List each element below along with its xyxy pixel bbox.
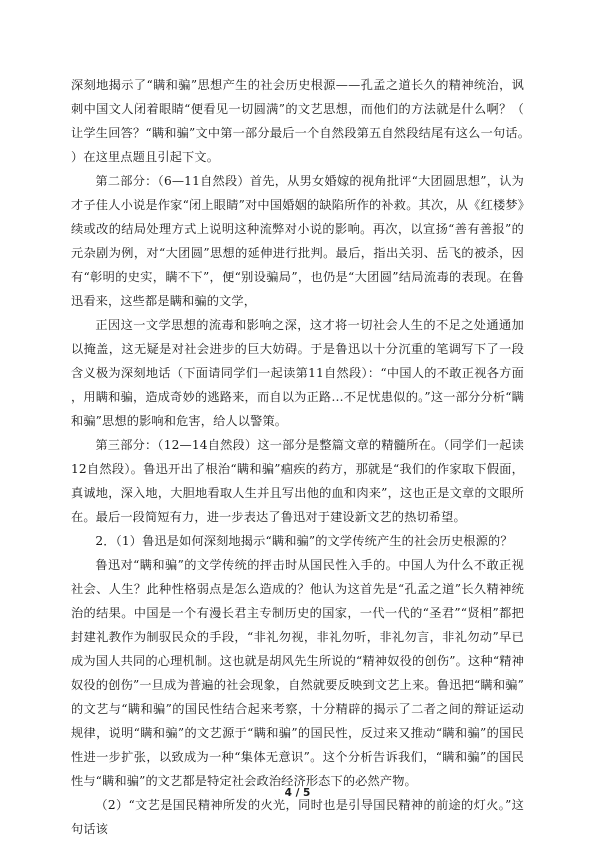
paragraph-3: 正因这一文学思想的流毒和影响之深，这才将一切社会人生的不足之处通通加以掩盖，这无疑是对社会进步的巨大妨碍。于是鲁迅以十分沉重的笔调写下了一段含义极为深刻地话（下面请同学们一起读第11自然段）：“中国人的不敢正视各方面，用瞒和骗，造成奇妙的逃路来，而自以为正路…不足忧患似的。”这一部分分析“瞒和骗”思想的影响和危害，给人以警策。 <box>71 318 524 428</box>
question-2-1: 2．（1）鲁迅是如何深刻地揭示“瞒和骗”的文学传统产生的社会历史根源的？ <box>95 534 513 548</box>
paragraph-5: 鲁迅对“瞒和骗”的文学传统的抨击时从国民性入手的。中国人为什么不敢正视社会、人生？此种性格弱点是怎么造成的？他认为这首先是“孔孟之道”长久精神统治的结果。中国是一个有漫长君主专制历史的国家，一代一代的“圣君”“贤相”都把封建礼教作为制驭民众的手段，“非礼勿视，非礼勿听，非礼勿言，非礼勿动”早已成为国人共同的心理机制。这也就是胡风先生所说的“精神奴役的创伤”。这种“精神奴役的创伤”一旦成为普遍的社会现象，自然就要反映到文艺上来。鲁迅把“瞒和骗”的文艺与“瞒和骗”的国民性结合起来考察，十分精辟的揭示了二者之间的辩证运动规律，说明“瞒和骗”的文艺源于“瞒和骗”的国民性，反过来又推动“瞒和骗”的国民性进一步扩张，以致成为一种“集体无意识”。这个分析告诉我们，“瞒和骗”的国民性与“瞒和骗”的文艺都是特定社会政治经济形态下的必然产物。 <box>71 558 524 788</box>
question-2-2: （2）“文艺是国民精神所发的火光，同时也是引导国民精神的前途的灯火。”这句话该 <box>71 798 524 836</box>
paragraph-4: 第三部分：（12—14自然段）这一部分是整篇文章的精髓所在。（同学们一起读12自然段）。鲁迅开出了根治“瞒和骗”痼疾的药方，那就是“我们的作家取下假面，真诚地，深入地，大胆地看取人生并且写出他的血和肉来”，这也正是文章的文眼所在。最后一段简短有力，进一步表达了鲁迅对于建设新文艺的热切希望。 <box>71 438 524 524</box>
paragraph-1: 深刻地揭示了“瞒和骗”思想产生的社会历史根源——孔孟之道长久的精神统治，讽刺中国文人闭着眼睛“便看见一切圆满”的文艺思想，而他们的方法就是什么啊？（让学生回答？“瞒和骗”文中第一部分最后一个自然段第五自然段结尾有这么一句话。）在这里点题且引起下文。 <box>71 78 524 164</box>
paragraph-2: 第二部分：（6—11自然段）首先，从男女婚嫁的视角批评“大团圆思想”，认为才子佳人小说是作家“闭上眼睛”对中国婚姻的缺陷所作的补救。其次，从《红楼梦》续或改的结局处理方式上说明这种流弊对小说的影响。再次，以宣扬“善有善报”的元杂剧为例，对“大团圆”思想的延伸进行批判。最后，指出关羽、岳飞的被杀，因有“彰明的史实，瞒不下”，便“别设骗局”，也仍是“大团圆”结局流毒的表现。在鲁迅看来，这些都是瞒和骗的文学， <box>71 174 524 308</box>
document-body <box>71 73 524 841</box>
page-number: 4 / 5 <box>284 787 311 799</box>
